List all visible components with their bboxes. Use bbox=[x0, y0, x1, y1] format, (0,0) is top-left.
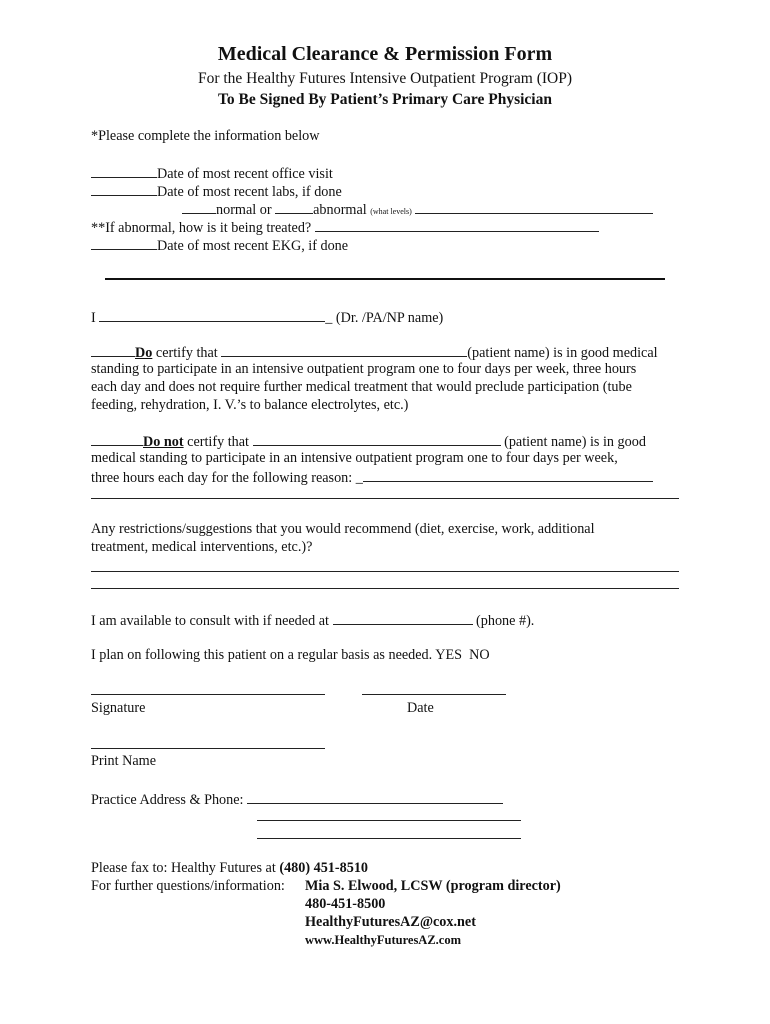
instructions: *Please complete the information below bbox=[91, 128, 320, 144]
fax-number: (480) 451-8510 bbox=[279, 860, 369, 876]
abnormal-label: abnormal bbox=[313, 202, 367, 218]
do-patient-name-field[interactable] bbox=[221, 343, 467, 357]
ekg-label: Date of most recent EKG, if done bbox=[157, 238, 349, 254]
program-subtitle: For the Healthy Futures Intensive Outpatient Program (IOP) bbox=[197, 70, 573, 87]
contact-email[interactable]: HealthyFuturesAZ@cox.net bbox=[305, 914, 476, 930]
print-name-field[interactable] bbox=[91, 748, 325, 749]
questions-label: For further questions/information: bbox=[91, 878, 285, 894]
normal-abnormal-row bbox=[182, 200, 653, 220]
director-name: Mia S. Elwood, LCSW (program director) bbox=[305, 878, 561, 894]
ekg-row bbox=[91, 236, 348, 255]
fax-row bbox=[91, 860, 368, 877]
signed-by-note: To Be Signed By Patient’s Primary Care Physician bbox=[218, 91, 552, 108]
follow-row bbox=[91, 647, 490, 664]
do-certify-line bbox=[91, 343, 658, 362]
what-levels-field[interactable] bbox=[415, 200, 653, 214]
what-levels-label: (what levels) bbox=[370, 207, 412, 216]
consult-phone-field[interactable] bbox=[333, 611, 473, 625]
normal-label: normal or bbox=[216, 202, 272, 218]
reason-label: three hours each day for the following reason: _ bbox=[91, 470, 363, 486]
recent-labs-date-field[interactable] bbox=[91, 182, 157, 196]
contact-website[interactable]: www.HealthyFuturesAZ.com bbox=[305, 933, 462, 947]
date-label: Date bbox=[407, 700, 434, 716]
follow-yes-option[interactable]: YES bbox=[435, 647, 463, 663]
physician-name-row bbox=[91, 308, 443, 327]
physician-suffix: _ (Dr. /PA/NP name) bbox=[325, 310, 444, 326]
office-visit-date-field[interactable] bbox=[91, 164, 157, 178]
abnormal-treated-label: **If abnormal, how is it being treated? bbox=[91, 220, 312, 236]
do-keyword: Do bbox=[135, 345, 153, 361]
reason-field-line2[interactable] bbox=[91, 498, 679, 499]
do-certify-initial-field[interactable] bbox=[91, 343, 135, 357]
fax-label: Please fax to: Healthy Futures at bbox=[91, 860, 276, 876]
restrictions-line2: treatment, medical interventions, etc.)? bbox=[91, 539, 313, 555]
do-certify-line2: standing to participate in an intensive outpatient program one to four days per week, three hours bbox=[91, 361, 637, 377]
office-visit-row bbox=[91, 164, 333, 183]
abnormal-treated-row bbox=[91, 218, 599, 237]
follow-label: I plan on following this patient on a regular basis as needed. bbox=[91, 647, 433, 663]
follow-no-option[interactable]: NO bbox=[469, 647, 490, 663]
print-name-label: Print Name bbox=[91, 753, 157, 769]
do-patient-text: (patient name) is in good medical bbox=[467, 345, 658, 361]
normal-field[interactable] bbox=[182, 200, 216, 214]
do-certify-line4: feeding, rehydration, I. V.’s to balance electrolytes, etc.) bbox=[91, 397, 409, 413]
do-not-patient-name-field[interactable] bbox=[253, 432, 501, 446]
do-not-certify-text: certify that bbox=[187, 434, 249, 450]
abnormal-treated-field[interactable] bbox=[315, 218, 599, 232]
practice-address-field-2[interactable] bbox=[257, 820, 521, 821]
practice-address-field-1[interactable] bbox=[247, 790, 503, 804]
contact-phone: 480-451-8500 bbox=[305, 896, 386, 912]
do-not-certify-line2: medical standing to participate in an intensive outpatient program one to four days per week, bbox=[91, 450, 618, 466]
practice-address-field-3[interactable] bbox=[257, 838, 521, 839]
page-title: Medical Clearance & Permission Form bbox=[217, 43, 553, 65]
consult-label: I am available to consult with if needed at bbox=[91, 613, 329, 629]
do-not-certify-initial-field[interactable] bbox=[91, 432, 143, 446]
consult-row bbox=[91, 611, 534, 630]
do-not-patient-text: (patient name) is in good bbox=[504, 434, 646, 450]
practice-row bbox=[91, 790, 503, 809]
section-divider bbox=[105, 278, 665, 280]
reason-field[interactable] bbox=[363, 468, 653, 482]
ekg-date-field[interactable] bbox=[91, 236, 157, 250]
recent-labs-row bbox=[91, 182, 342, 201]
office-visit-label: Date of most recent office visit bbox=[157, 166, 333, 182]
do-certify-line3: each day and does not require further medical treatment that would preclude participation (tube bbox=[91, 379, 632, 395]
consult-phone-suffix: (phone #). bbox=[476, 613, 535, 629]
date-field[interactable] bbox=[362, 694, 506, 695]
restrictions-line1: Any restrictions/suggestions that you would recommend (diet, exercise, work, additional bbox=[91, 521, 595, 537]
do-not-certify-line3 bbox=[91, 468, 653, 487]
physician-name-field[interactable] bbox=[99, 308, 325, 322]
do-not-keyword: Do not bbox=[143, 434, 184, 450]
recent-labs-label: Date of most recent labs, if done bbox=[157, 184, 342, 200]
signature-label: Signature bbox=[91, 700, 146, 716]
abnormal-field[interactable] bbox=[275, 200, 313, 214]
restrictions-field-line2[interactable] bbox=[91, 588, 679, 589]
signature-field[interactable] bbox=[91, 694, 325, 695]
physician-prefix: I bbox=[91, 310, 96, 326]
do-certify-text: certify that bbox=[155, 345, 218, 361]
restrictions-field-line1[interactable] bbox=[91, 571, 679, 572]
do-not-certify-line bbox=[91, 432, 646, 451]
practice-label: Practice Address & Phone: bbox=[91, 792, 244, 808]
